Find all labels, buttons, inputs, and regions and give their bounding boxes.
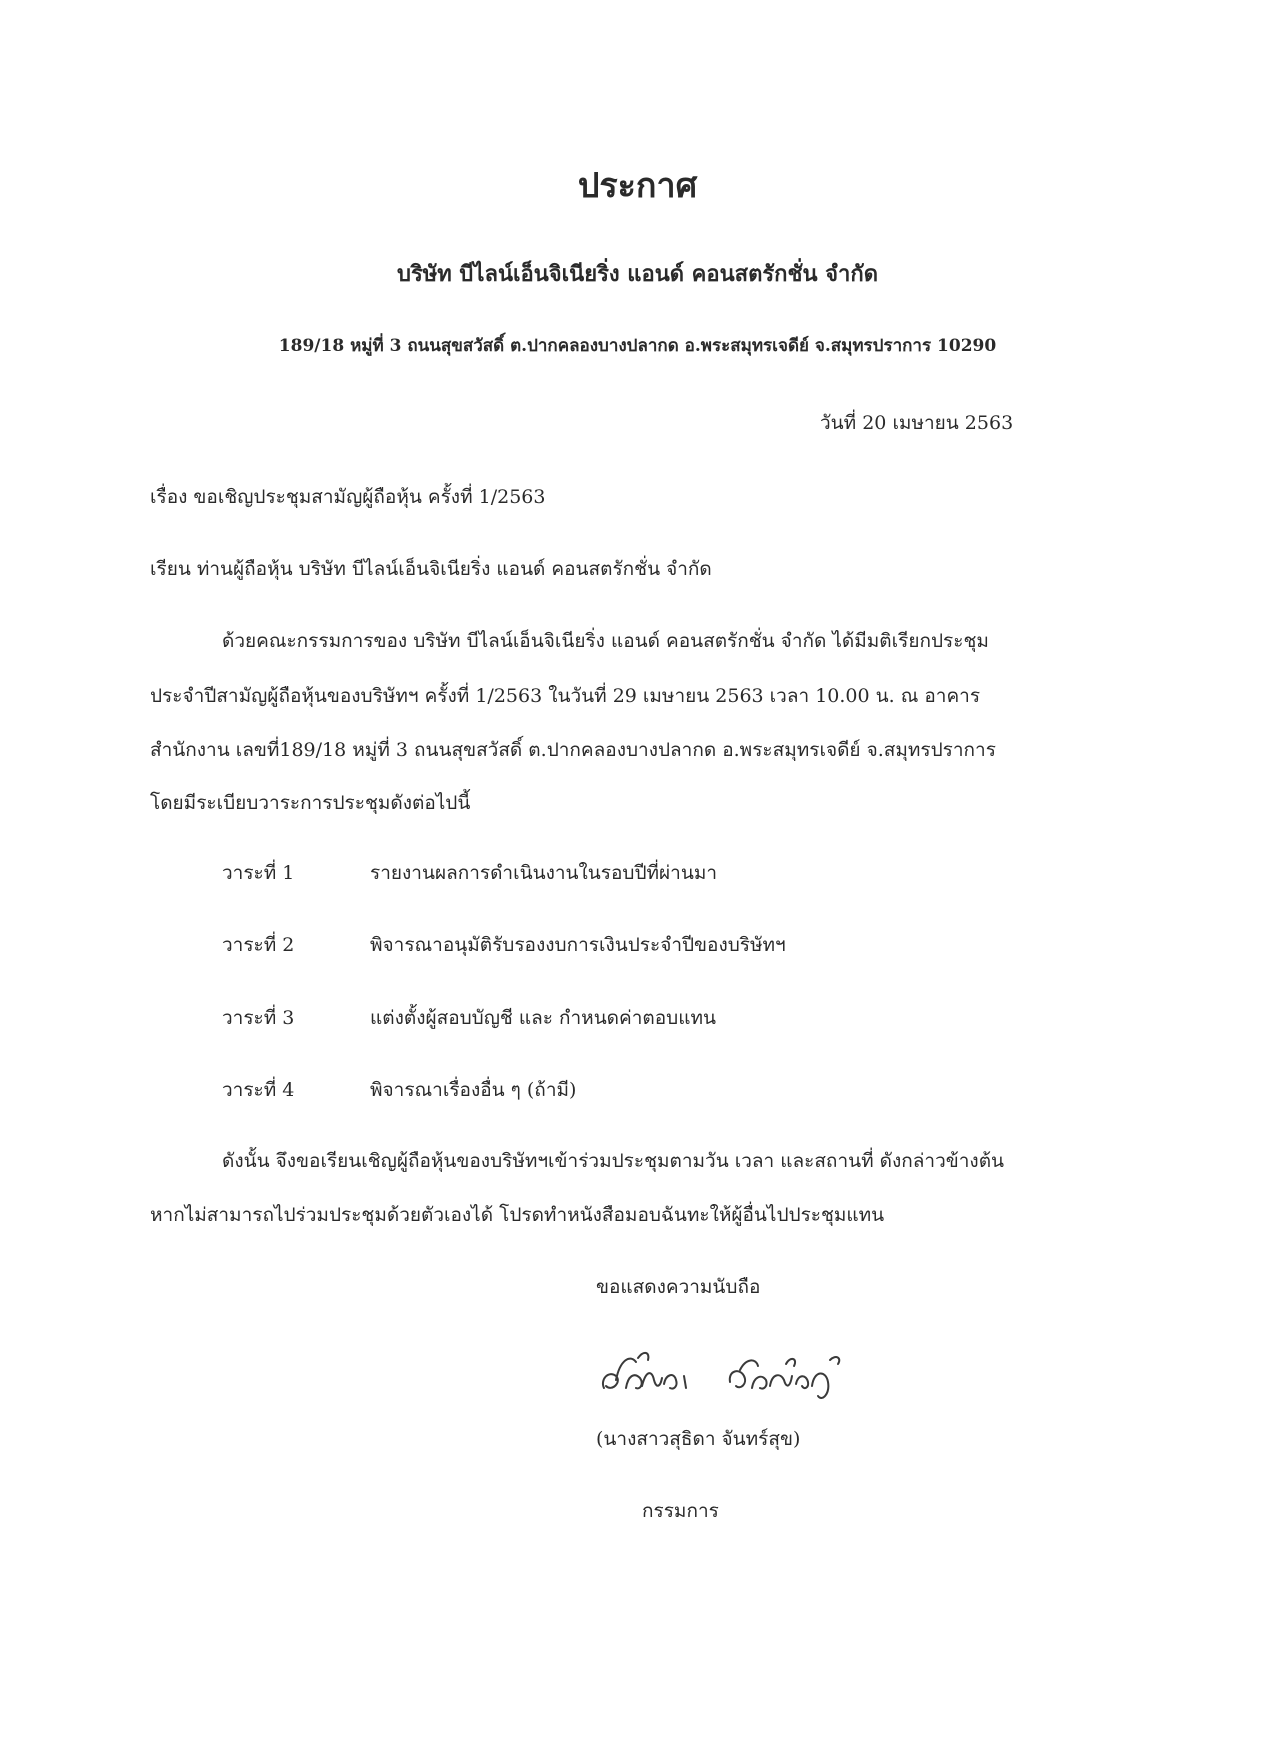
- body-line: สำนักงาน เลขที่189/18 หมู่ที่ 3 ถนนสุขสวัสดิ์ ต.ปากคลองบางปลากด อ.พระสมุทรเจดีย์ จ.สมุทรปราการ: [150, 739, 996, 761]
- body-line: ประจำปีสามัญผู้ถือหุ้นของบริษัทฯ ครั้งที่ 1/2563 ในวันที่ 29 เมษายน 2563 เวลา 10.00 น. ณ อาคาร: [150, 685, 981, 707]
- closing-regards: ขอแสดงความนับถือ: [596, 1276, 761, 1298]
- closing-line: หากไม่สามารถไปร่วมประชุมด้วยตัวเองได้ โปรดทำหนังสือมอบฉันทะให้ผู้อื่นไปประชุมแทน: [150, 1204, 885, 1226]
- body-line: ด้วยคณะกรรมการของ บริษัท บีไลน์เอ็นจิเนียริ่ง แอนด์ คอนสตรักชั่น จำกัด ได้มีมติเรียกประชุม: [222, 630, 989, 652]
- signer-name: (นางสาวสุธิดา จันทร์สุข): [596, 1428, 801, 1450]
- agenda-number: วาระที่ 4: [222, 1079, 295, 1101]
- agenda-number: วาระที่ 2: [222, 934, 295, 956]
- subject-line: เรื่อง ขอเชิญประชุมสามัญผู้ถือหุ้น ครั้งที่ 1/2563: [150, 486, 546, 508]
- page-title: ประกาศ: [577, 166, 698, 206]
- handwritten-signature: [590, 1340, 860, 1410]
- agenda-text: พิจารณาเรื่องอื่น ๆ (ถ้ามี): [370, 1079, 577, 1101]
- agenda-text: แต่งตั้งผู้สอบบัญชี และ กำหนดค่าตอบแทน: [370, 1007, 716, 1029]
- signer-position: กรรมการ: [642, 1500, 719, 1522]
- body-line: โดยมีระเบียบวาระการประชุมดังต่อไปนี้: [150, 792, 471, 814]
- agenda-text: พิจารณาอนุมัติรับรองงบการเงินประจำปีของบริษัทฯ: [370, 934, 786, 956]
- closing-line: ดังนั้น จึงขอเรียนเชิญผู้ถือหุ้นของบริษัทฯเข้าร่วมประชุมตามวัน เวลา และสถานที่ ดังกล่าวข้างต้น: [222, 1150, 1005, 1172]
- agenda-number: วาระที่ 3: [222, 1007, 295, 1029]
- company-name: บริษัท บีไลน์เอ็นจิเนียริ่ง แอนด์ คอนสตรักชั่น จำกัด: [396, 261, 878, 287]
- agenda-text: รายงานผลการดำเนินงานในรอบปีที่ผ่านมา: [370, 862, 718, 884]
- company-address: 189/18 หมู่ที่ 3 ถนนสุขสวัสดิ์ ต.ปากคลองบางปลากด อ.พระสมุทรเจดีย์ จ.สมุทรปราการ 10290: [278, 336, 997, 356]
- recipient-line: เรียน ท่านผู้ถือหุ้น บริษัท บีไลน์เอ็นจิเนียริ่ง แอนด์ คอนสตรักชั่น จำกัด: [150, 558, 712, 580]
- agenda-number: วาระที่ 1: [222, 862, 295, 884]
- document-date: วันที่ 20 เมษายน 2563: [820, 412, 1014, 434]
